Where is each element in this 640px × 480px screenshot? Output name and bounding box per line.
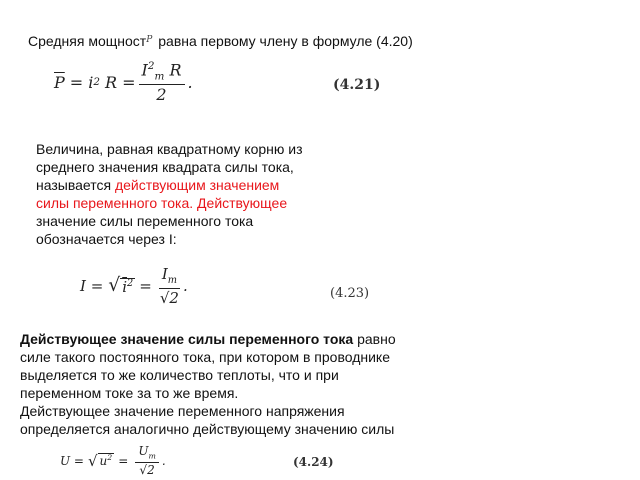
radical-sign-icon: √ [159, 288, 170, 307]
formula-4-24 [60, 443, 166, 477]
equation-number-4-24: (4.24) [293, 455, 334, 469]
formula-4-21-numerator [139, 61, 185, 85]
formula-4-21-fraction [139, 61, 185, 104]
formula-4-24-sqrt [88, 453, 114, 468]
formula-4-23-radicand [120, 278, 135, 296]
paragraph-effective-value-definition [20, 330, 396, 438]
paragraph-2-line-2: силе такого постоянного тока, при котором в проводнике [20, 349, 390, 365]
paragraph-1-line-5: значение силы переменного тока [36, 213, 254, 229]
heading-symbol: P [146, 35, 153, 45]
formula-4-24-fraction [135, 445, 159, 477]
paragraph-1-line-6: обозначается через I: [36, 231, 177, 247]
formula-4-24-lhs: U = [60, 454, 84, 468]
formula-4-21-num-i: I [141, 60, 148, 80]
paragraph-2-line-3: выделяется то же количество теплоты, что и при [20, 367, 339, 383]
radical-sign-icon: √ [87, 451, 98, 470]
formula-4-21-r: R = [105, 72, 136, 92]
formula-4-21-lhs: $\overline{P}$ [54, 72, 65, 92]
formula-4-23-den-value: 2 [169, 288, 179, 307]
paragraph-1-line-1: Величина, равная квадратному корню из [36, 141, 303, 157]
paragraph-2-line-5: Действующее значение переменного напряжения [20, 403, 345, 419]
heading-text-after: равна первому члену в формуле (4.20) [158, 33, 413, 49]
formula-4-24-sup: 2 [107, 453, 113, 463]
formula-4-24-den-value: 2 [147, 462, 155, 477]
heading-text-before: Средняя мощност [28, 33, 147, 49]
formula-4-24-eq: = [118, 454, 129, 468]
paragraph-1-line-3-prefix: называется [36, 177, 115, 193]
paragraph-1-line-3 [36, 176, 303, 194]
radical-sign-icon: √ [139, 462, 148, 477]
highlight-effective-value: действующим значением [114, 177, 280, 193]
equation-number-4-23: (4.23) [330, 286, 370, 301]
formula-4-24-num-u: U [138, 443, 149, 458]
formula-4-23-numerator [159, 266, 180, 289]
formula-4-21-num-r: R [169, 60, 182, 80]
formula-4-24-dot: . [161, 454, 166, 468]
formula-4-21-num-sub: m [154, 70, 165, 83]
paragraph-definition [36, 140, 303, 248]
heading-line [28, 31, 413, 50]
paragraph-2-line-1-rest: равно [353, 331, 396, 347]
paragraph-2-line-1 [20, 330, 396, 348]
paragraph-2-line-4: переменном токе за то же время. [20, 385, 239, 401]
formula-4-23-num-i: I [161, 264, 168, 283]
equation-number-4-21: (4.21) [333, 77, 381, 93]
paragraph-1-line-4: силы переменного тока. Действующее [36, 195, 288, 211]
formula-4-23-eq: = [139, 277, 152, 295]
formula-4-21-denominator: 2 [156, 84, 167, 104]
formula-4-24-num-sub: m [148, 451, 156, 461]
formula-4-21-num-sup: 2 [147, 59, 155, 72]
formula-4-23-radicand-i: i [122, 277, 128, 296]
formula-4-23-fraction [159, 266, 180, 306]
formula-4-23-sqrt [108, 274, 135, 296]
radical-sign-icon: √ [108, 274, 121, 296]
formula-4-23-sup: 2 [127, 277, 134, 289]
formula-4-23-denominator [160, 289, 179, 307]
formula-4-21-mid: = i [69, 72, 94, 92]
formula-4-24-radicand-u: u [99, 454, 108, 469]
formula-4-24-denominator [139, 463, 154, 477]
formula-4-23-dot: . [183, 277, 188, 295]
formula-4-24-numerator [135, 445, 159, 463]
formula-4-23-num-sub: m [167, 274, 178, 286]
formula-4-21-sup: 2 [93, 76, 100, 88]
paragraph-1-line-2: среднего значения квадрата силы тока, [36, 159, 294, 175]
paragraph-2-line-6: определяется аналогично действующему значению силы [20, 421, 395, 437]
formula-4-23-lhs: I = [80, 277, 104, 295]
formula-4-23 [80, 264, 188, 307]
formula-4-21-dot: . [187, 72, 193, 92]
formula-4-24-radicand [98, 453, 115, 468]
bold-term-effective-current: Действующее значение силы переменного тока [20, 331, 354, 347]
formula-4-21 [54, 59, 193, 104]
